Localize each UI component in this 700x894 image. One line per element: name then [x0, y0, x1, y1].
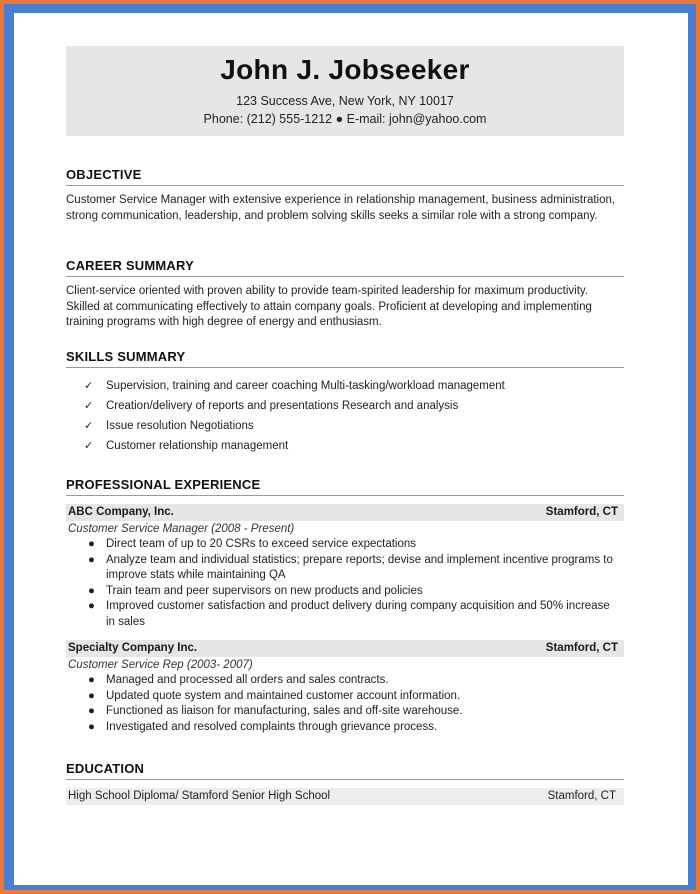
- bullet-icon: ●: [88, 689, 95, 702]
- duty-text: Functioned as liaison for manufacturing, sales and off-site warehouse.: [106, 705, 463, 717]
- contact-line: Phone: (212) 555-1212 ● E-mail: john@yahoo.com: [203, 112, 487, 126]
- objective-heading: OBJECTIVE: [66, 167, 624, 186]
- skills-section: [66, 349, 624, 456]
- bullet-icon: ●: [88, 705, 95, 717]
- skill-item: [66, 376, 624, 396]
- job-duties: [66, 537, 624, 630]
- job-location: Stamford, CT: [545, 642, 618, 654]
- address: 123 Success Ave, New York, NY 10017: [236, 94, 454, 108]
- career-summary-text: Client-service oriented with proven ability to provide team-spirited leadership for maximum productivity. Skilled at communicating effectively to attain company goals. Proficient at developing and implementing training programs with high degree of energy and enthusiasm.: [66, 285, 592, 328]
- duty-item: [66, 537, 624, 553]
- checkmark-icon: ✓: [84, 380, 94, 392]
- skill-item: [66, 416, 624, 436]
- job-location: Stamford, CT: [545, 506, 618, 518]
- duty-item: [66, 599, 624, 630]
- skills-heading: SKILLS SUMMARY: [66, 349, 624, 368]
- school-location: Stamford, CT: [547, 790, 616, 802]
- skill-text: Creation/delivery of reports and presentations Research and analysis: [106, 400, 459, 412]
- duty-item: [66, 673, 624, 689]
- job-entry: [66, 504, 624, 630]
- checkmark-icon: ✓: [84, 400, 94, 412]
- objective-text: Customer Service Manager with extensive experience in relationship management, business administration, strong communication, leadership, and problem solving skills seeks a similar role with a strong company.: [66, 194, 616, 222]
- checkmark-icon: ✓: [84, 440, 94, 452]
- bullet-icon: ●: [88, 600, 95, 612]
- education-section: [66, 761, 624, 805]
- duty-text: Analyze team and individual statistics; prepare reports; devise and implement incentive programs to improve stats while maintaining QA: [106, 553, 613, 581]
- duty-text: Updated quote system and maintained customer account information.: [106, 689, 461, 702]
- duty-text: Direct team of up to 20 CSRs to exceed service expectations: [106, 538, 417, 550]
- bullet-icon: ●: [88, 584, 95, 597]
- job-header: [66, 640, 624, 657]
- company-name: ABC Company, Inc.: [68, 506, 174, 518]
- education-row: [66, 788, 624, 805]
- duty-text: Managed and processed all orders and sales contracts.: [106, 674, 389, 686]
- header-box: [66, 46, 624, 136]
- duty-item: [66, 584, 624, 600]
- experience-section: [66, 477, 624, 735]
- skills-list: [66, 376, 624, 456]
- bullet-icon: ●: [88, 553, 95, 566]
- bullet-icon: ●: [88, 720, 95, 733]
- education-heading: EDUCATION: [66, 761, 624, 780]
- bullet-icon: ●: [88, 538, 95, 550]
- duty-item: [66, 704, 624, 720]
- skill-item: [66, 436, 624, 456]
- experience-heading: PROFESSIONAL EXPERIENCE: [66, 477, 624, 496]
- job-role: Customer Service Rep (2003- 2007): [68, 659, 253, 671]
- skill-item: [66, 396, 624, 416]
- duty-text: Train team and peer supervisors on new products and policies: [106, 584, 423, 597]
- duty-item: [66, 553, 624, 584]
- job-header: [66, 504, 624, 521]
- objective-section: [66, 167, 624, 224]
- checkmark-icon: ✓: [84, 420, 94, 432]
- duty-item: [66, 720, 624, 736]
- job-entry: [66, 640, 624, 735]
- job-role: Customer Service Manager (2008 - Present): [68, 523, 295, 535]
- duty-item: [66, 689, 624, 705]
- candidate-name: John J. Jobseeker: [220, 54, 470, 85]
- career-summary-section: [66, 258, 624, 331]
- skill-text: Customer relationship management: [106, 440, 289, 452]
- duty-text: Improved customer satisfaction and product delivery during company acquisition and 50% increase in sales: [106, 600, 610, 628]
- duty-text: Investigated and resolved complaints through grievance process.: [106, 720, 438, 733]
- skill-text: Supervision, training and career coaching Multi-tasking/workload management: [106, 380, 505, 392]
- bullet-icon: ●: [88, 674, 95, 686]
- career-summary-heading: CAREER SUMMARY: [66, 258, 624, 277]
- company-name: Specialty Company Inc.: [68, 642, 198, 654]
- degree-text: High School Diploma/ Stamford Senior High School: [68, 790, 331, 802]
- skill-text: Issue resolution Negotiations: [106, 420, 254, 432]
- job-duties: [66, 673, 624, 735]
